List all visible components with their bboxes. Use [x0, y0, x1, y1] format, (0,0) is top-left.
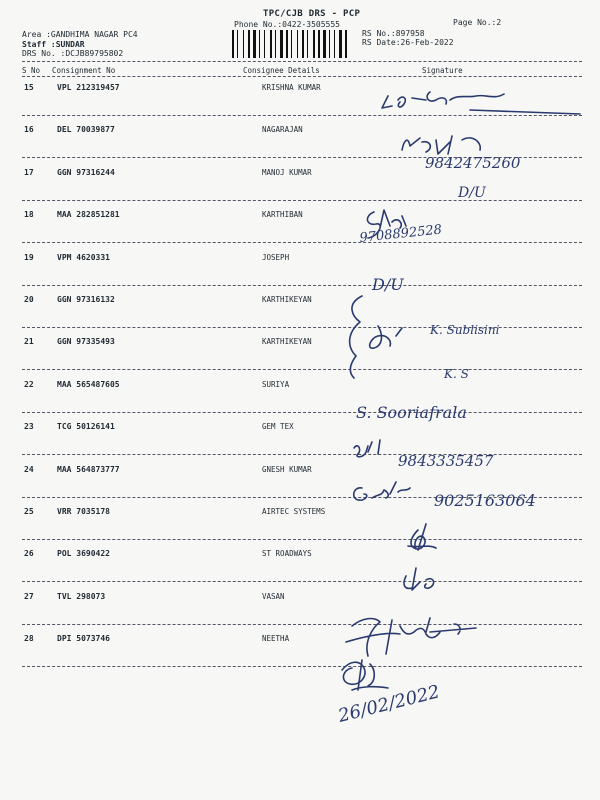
row-sno: 19: [24, 253, 34, 262]
row-consignee: KRISHNA KUMAR: [262, 83, 321, 92]
handwritten-name-20: K. Sublisini: [430, 323, 500, 337]
handwritten-phone-23: 9843335457: [398, 452, 494, 470]
row-consignee: KARTHIBAN: [262, 210, 303, 219]
area-label: Area :GANDHIMA NAGAR PC4: [22, 30, 138, 39]
handwritten-phone-16: 9842475260: [425, 154, 521, 172]
row-sno: 28: [24, 634, 34, 643]
signature-27: [346, 618, 476, 656]
row-sno: 18: [24, 210, 34, 219]
handwritten-du-19: D/U: [372, 275, 404, 294]
sheet-title: TPC/CJB DRS - PCP: [263, 9, 361, 19]
handwritten-phone-24: 9025163064: [434, 491, 536, 510]
row-consignee: AIRTEC SYSTEMS: [262, 507, 326, 516]
signature-16: [402, 136, 480, 154]
row-consignee: MANOJ KUMAR: [262, 168, 312, 177]
row-sno: 17: [24, 168, 34, 177]
signature-15: [382, 92, 580, 114]
column-header-consignment: Consignment No: [52, 66, 116, 75]
rs-number: RS No.:897958: [362, 29, 425, 38]
row-consignee: SURIYA: [262, 380, 290, 389]
row-sno: 23: [24, 422, 34, 431]
row-consignment-no: VPM 4620331: [57, 253, 110, 262]
rs-date: RS Date:26-Feb-2022: [362, 38, 454, 47]
row-consignee: JOSEPH: [262, 253, 290, 262]
row-consignee: KARTHIKEYAN: [262, 295, 312, 304]
bracket-mark: [350, 296, 402, 378]
row-sno: 22: [24, 380, 34, 389]
row-consignment-no: MAA 564873777: [57, 465, 120, 474]
row-sno: 21: [24, 337, 34, 346]
row-sno: 26: [24, 549, 34, 558]
phone-number: Phone No.:0422-3505555: [234, 20, 340, 29]
row-sno: 27: [24, 592, 34, 601]
column-header-signature: Signature: [422, 66, 463, 75]
row-consignment-no: MAA 282851281: [57, 210, 120, 219]
handwritten-phone-18: 9708892528: [358, 222, 443, 246]
row-consignment-no: MAA 565487605: [57, 380, 120, 389]
signature-24: [354, 482, 410, 500]
row-consignee: KARTHIKEYAN: [262, 337, 312, 346]
row-consignee: GNESH KUMAR: [262, 465, 312, 474]
staff-label: Staff :SUNDAR: [22, 40, 85, 49]
drs-number: DRS No. :DCJB89795802: [22, 49, 124, 58]
row-consignment-no: GGN 97316132: [57, 295, 115, 304]
row-sno: 24: [24, 465, 34, 474]
handwritten-name-22: S. Sooriafrala: [356, 403, 467, 422]
row-consignment-no: POL 3690422: [57, 549, 110, 558]
handwritten-du-17: D/U: [458, 185, 486, 201]
row-consignee: ST ROADWAYS: [262, 549, 312, 558]
row-sno: 25: [24, 507, 34, 516]
page-number: Page No.:2: [453, 18, 502, 27]
row-consignment-no: TCG 50126141: [57, 422, 115, 431]
row-consignment-no: GGN 97316244: [57, 168, 115, 177]
row-consignment-no: DEL 70039877: [57, 125, 115, 134]
row-consignee: VASAN: [262, 592, 285, 601]
row-consignee: NAGARAJAN: [262, 125, 303, 134]
column-header-consignee: Consignee Details: [243, 66, 320, 75]
row-consignment-no: TVL 298073: [57, 592, 106, 601]
signature-28: [342, 660, 388, 690]
row-consignment-no: VPL 212319457: [57, 83, 120, 92]
handwritten-date: 26/02/2022: [336, 681, 442, 727]
row-consignment-no: DPI 5073746: [57, 634, 110, 643]
handwritten-initial-21: K. S: [444, 367, 469, 381]
row-consignee: GEM TEX: [262, 422, 294, 431]
row-consignment-no: GGN 97335493: [57, 337, 115, 346]
signature-26: [404, 568, 434, 590]
signature-25: [408, 524, 436, 550]
row-consignment-no: VRR 7035178: [57, 507, 110, 516]
row-consignee: NEETHA: [262, 634, 290, 643]
row-sno: 20: [24, 295, 34, 304]
row-sno: 15: [24, 83, 34, 92]
signature-23: [354, 440, 380, 457]
column-header-sno: S No: [22, 66, 41, 75]
row-sno: 16: [24, 125, 34, 134]
